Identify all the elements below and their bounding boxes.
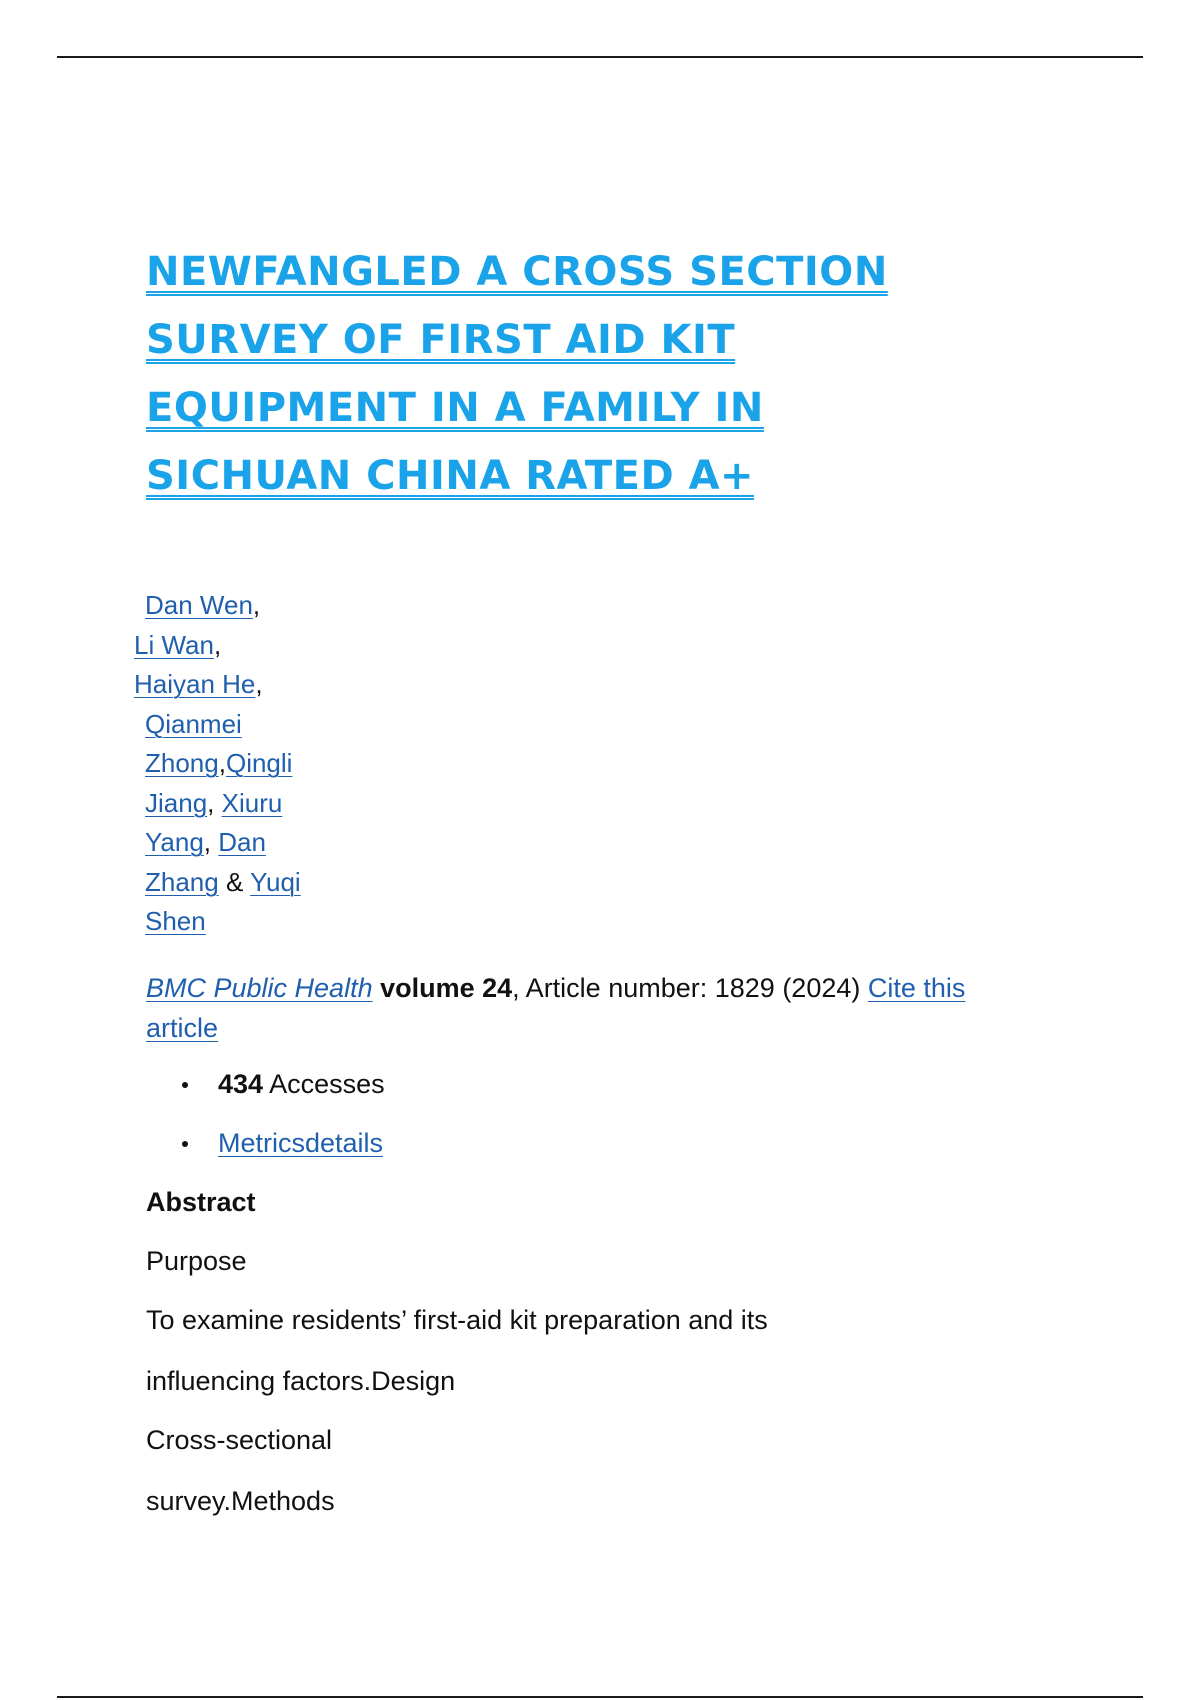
author-link-li-wan[interactable]: Li Wan	[134, 629, 214, 660]
metrics-item	[180, 1123, 385, 1182]
author-row	[134, 744, 374, 784]
cite-this-article-link-cont[interactable]: article	[146, 1013, 219, 1043]
cite-this-article-link[interactable]: Cite this	[867, 973, 966, 1003]
separator: ,	[213, 629, 222, 660]
title-line: EQUIPMENT IN A FAMILY IN	[146, 385, 764, 431]
author-row	[134, 665, 374, 705]
author-link-yuqi-shen-last[interactable]: Shen	[145, 906, 206, 936]
title-line: SURVEY OF FIRST AID KIT	[146, 317, 736, 363]
author-row	[134, 902, 374, 942]
author-row	[134, 863, 374, 903]
separator: ,	[203, 827, 212, 857]
abstract-line: influencing factors.Design	[146, 1366, 456, 1396]
author-link-dan-wen[interactable]: Dan Wen	[145, 590, 253, 620]
separator: ,	[207, 787, 215, 818]
metrics-details-link[interactable]: Metricsdetails	[218, 1128, 384, 1158]
separator: ,	[252, 590, 261, 620]
abstract-heading: Abstract	[146, 1187, 256, 1217]
paper-title[interactable]	[146, 238, 888, 510]
top-rule	[57, 56, 1143, 58]
author-link-haiyan-he[interactable]: Haiyan He	[134, 669, 256, 699]
ampersand: &	[225, 866, 244, 897]
author-list	[134, 586, 374, 942]
author-link-qingli-jiang-first[interactable]: Qingli	[225, 748, 293, 778]
volume-label: volume 24	[380, 973, 513, 1003]
author-row	[134, 823, 374, 863]
title-line: NEWFANGLED A CROSS SECTION	[146, 249, 888, 295]
author-link-qingli-jiang-last[interactable]: Jiang	[145, 787, 208, 818]
accesses-item	[180, 1064, 385, 1123]
bottom-rule	[57, 1696, 1143, 1698]
author-link-qianmei-zhong-last[interactable]: Zhong	[145, 748, 219, 778]
accesses-count: 434	[218, 1069, 264, 1099]
author-link-dan-zhang-last[interactable]: Zhang	[145, 866, 219, 897]
author-row	[134, 586, 374, 626]
author-row	[134, 705, 374, 745]
separator: ,	[255, 669, 263, 699]
abstract-line: Purpose	[146, 1246, 247, 1276]
journal-link[interactable]: BMC Public Health	[146, 973, 373, 1003]
author-link-xiuru-yang-last[interactable]: Yang	[145, 827, 204, 857]
author-link-qianmei-zhong-first[interactable]: Qianmei	[145, 708, 242, 739]
abstract-line: To examine residents’ first-aid kit preparation and its	[146, 1305, 768, 1335]
author-link-dan-zhang-first[interactable]: Dan	[218, 827, 266, 857]
abstract-section	[146, 1182, 768, 1540]
author-row	[134, 784, 374, 824]
abstract-line: survey.Methods	[146, 1486, 335, 1516]
author-row	[134, 626, 374, 666]
abstract-line: Cross-sectional	[146, 1425, 333, 1455]
citation	[146, 968, 1086, 1048]
metrics-list	[180, 1064, 385, 1182]
separator: ,	[218, 748, 226, 778]
article-number: , Article number: 1829 (2024)	[512, 973, 868, 1003]
author-link-xiuru-yang-first[interactable]: Xiuru	[221, 787, 283, 818]
accesses-label: Accesses	[263, 1069, 385, 1099]
title-line: SICHUAN CHINA RATED A+	[146, 453, 755, 499]
author-link-yuqi-shen-first[interactable]: Yuqi	[250, 866, 301, 897]
